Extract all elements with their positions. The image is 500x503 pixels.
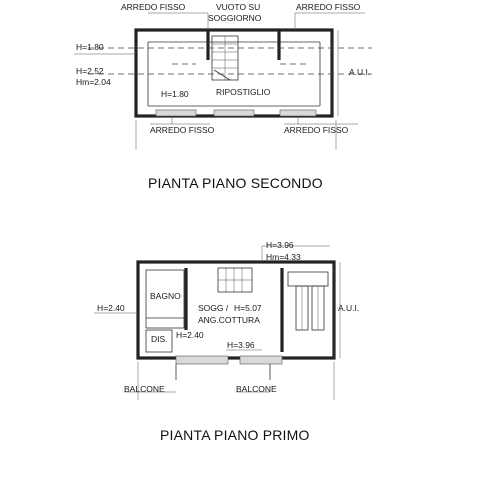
label-height: H=3.96 bbox=[227, 340, 255, 350]
label-vuoto-su: VUOTO SU bbox=[216, 2, 261, 12]
label-arredo-fisso: ARREDO FISSO bbox=[284, 125, 349, 135]
label-bagno: BAGNO bbox=[150, 291, 181, 301]
second-floor-outer-wall bbox=[136, 30, 332, 116]
first-floor-staircase bbox=[218, 268, 252, 292]
label-soggiorno: SOGGIORNO bbox=[208, 13, 262, 23]
fixed-furniture-bottom-left bbox=[156, 110, 196, 116]
first-floor-title: PIANTA PIANO PRIMO bbox=[160, 427, 310, 443]
second-floor-title: PIANTA PIANO SECONDO bbox=[148, 175, 323, 191]
label-aui: A.U.I. bbox=[349, 67, 371, 77]
label-arredo-fisso: ARREDO FISSO bbox=[121, 2, 186, 12]
fixed-furniture-bottom-right bbox=[280, 110, 316, 116]
label-height: H=2.40 bbox=[176, 330, 204, 340]
label-balcone: BALCONE bbox=[236, 384, 277, 394]
kitchen-cabinets bbox=[288, 272, 328, 330]
label-angolo-cottura: ANG.COTTURA bbox=[198, 315, 260, 325]
label-mean-height: Hm=4.33 bbox=[266, 252, 301, 262]
label-height: H=2.52 bbox=[76, 66, 104, 76]
second-floor-staircase bbox=[212, 36, 238, 80]
second-floor-plan bbox=[74, 2, 372, 191]
label-height: H=1.80 bbox=[161, 89, 189, 99]
label-aui: A.U.I. bbox=[338, 303, 360, 313]
balcony-left bbox=[176, 356, 228, 364]
label-height: H=2.40 bbox=[97, 303, 125, 313]
label-soggiorno: SOGG / bbox=[198, 303, 229, 313]
label-height: H=5.07 bbox=[234, 303, 262, 313]
label-ripostiglio: RIPOSTIGLIO bbox=[216, 87, 271, 97]
label-dis: DIS. bbox=[151, 334, 168, 344]
balcony-right bbox=[240, 356, 282, 364]
label-height: H=1.80 bbox=[76, 42, 104, 52]
label-balcone: BALCONE bbox=[124, 384, 165, 394]
first-floor-plan bbox=[94, 240, 359, 443]
label-height: H=3.96 bbox=[266, 240, 294, 250]
label-arredo-fisso: ARREDO FISSO bbox=[150, 125, 215, 135]
label-mean-height: Hm=2.04 bbox=[76, 77, 111, 87]
label-arredo-fisso: ARREDO FISSO bbox=[296, 2, 361, 12]
